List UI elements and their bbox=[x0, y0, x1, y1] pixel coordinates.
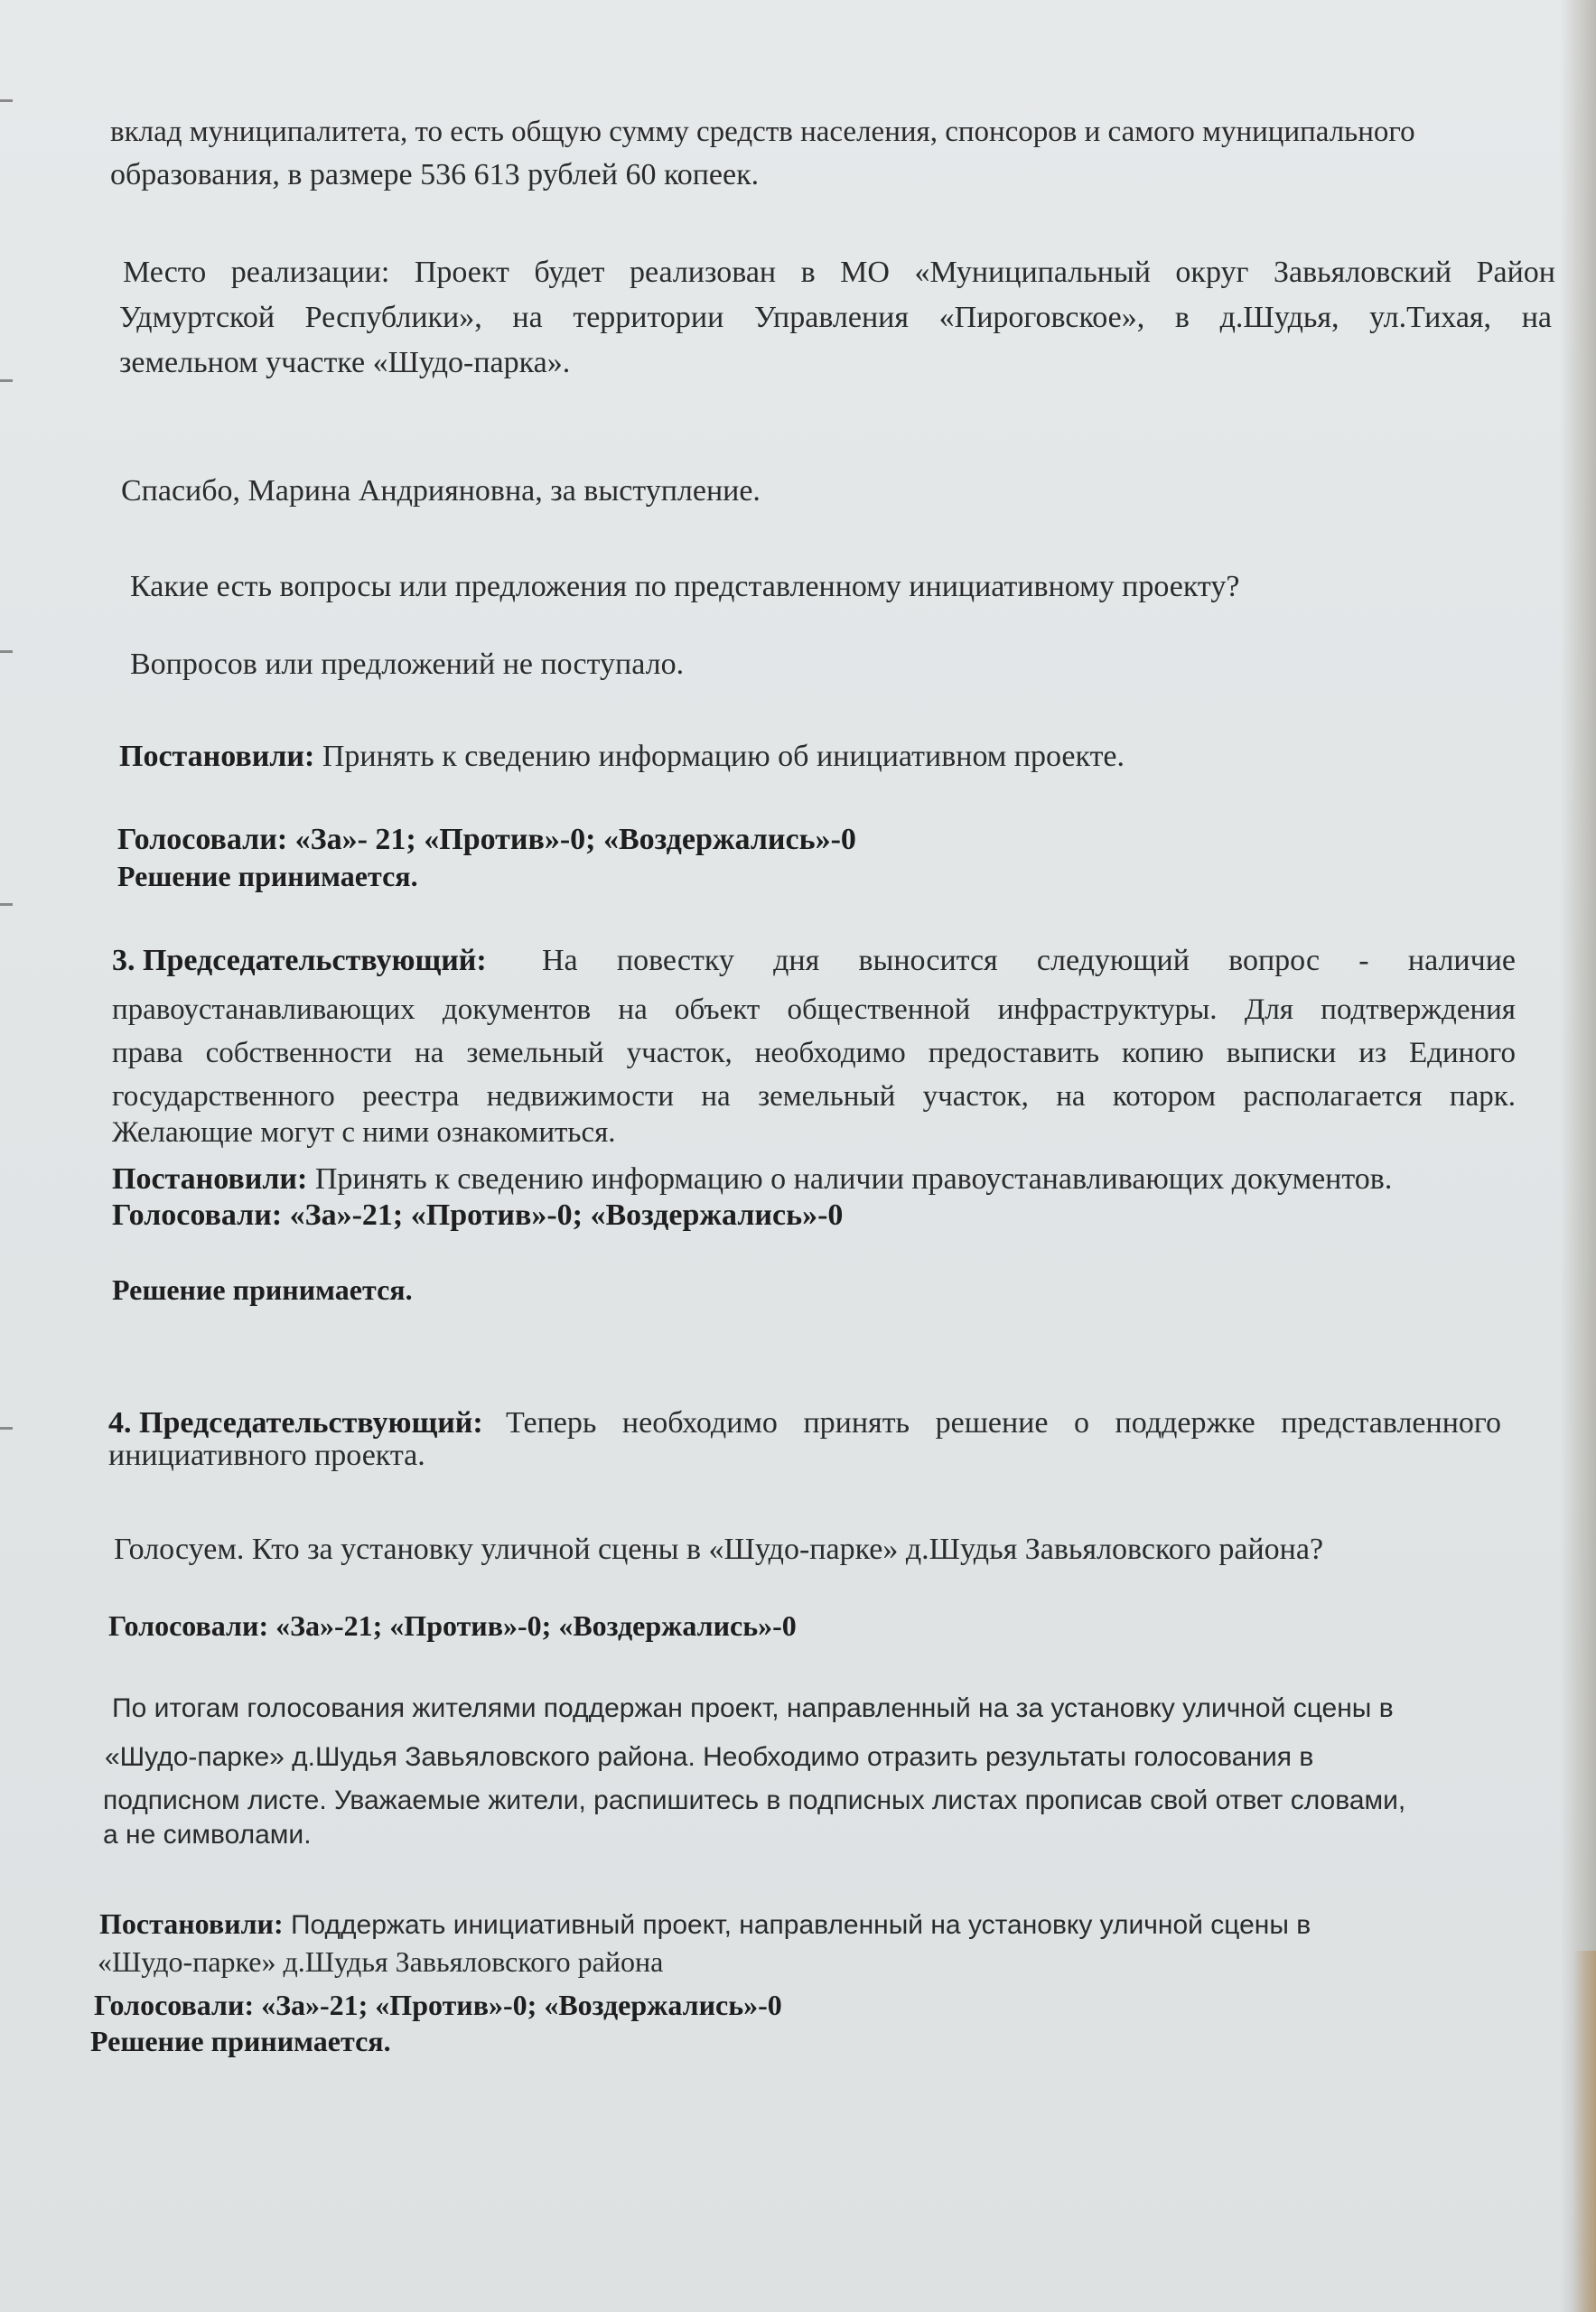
text-line: Голосуем. Кто за установку уличной сцены в «Шудо-парке» д.Шудья Завьяловского района? bbox=[114, 1533, 1324, 1566]
resolution-label: Постановили: bbox=[119, 740, 315, 773]
text-line: Спасибо, Марина Андрияновна, за выступление. bbox=[121, 474, 761, 508]
vote-result: Голосовали: «За»-21; «Против»-0; «Воздержались»-0 bbox=[94, 1989, 782, 2021]
text-line: Какие есть вопросы или предложения по представленному инициативному проекту? bbox=[130, 570, 1240, 603]
vote-result: Голосовали: «За»-21; «Против»-0; «Воздержались»-0 bbox=[112, 1198, 844, 1232]
text-line: По итогам голосования жителями поддержан проект, направленный на за установку уличной сцены в bbox=[112, 1693, 1394, 1723]
text-line: Вопросов или предложений не поступало. bbox=[130, 648, 685, 681]
item-4-text: Теперь необходимо принять решение о поддержке представленного bbox=[506, 1406, 1501, 1440]
text-line: Удмуртской Республики», на территории Управления «Пироговское», в д.Шудья, ул.Тихая, на bbox=[119, 301, 1552, 334]
text-line: подписном листе. Уважаемые жители, распишитесь в подписных листах прописав свой ответ словами, bbox=[103, 1785, 1406, 1815]
text-line: инициативного проекта. bbox=[108, 1439, 425, 1472]
chair-label: 4. Председательствующий: bbox=[108, 1406, 483, 1440]
text-line: «Шудо-парке» д.Шудья Завьяловского района bbox=[98, 1945, 664, 1978]
chair-label: 3. Председательствующий: bbox=[112, 944, 487, 977]
binding-mark bbox=[0, 1427, 13, 1430]
resolution-line bbox=[119, 735, 1125, 778]
text-line: государственного реестра недвижимости на земельный участок, на котором располагается парк. bbox=[112, 1080, 1516, 1113]
binding-mark bbox=[0, 99, 13, 102]
decision-line: Решение принимается. bbox=[112, 1273, 413, 1306]
resolution-label: Постановили: bbox=[99, 1907, 284, 1940]
binding-mark bbox=[0, 650, 13, 653]
text-line: права собственности на земельный участок, необходимо предоставить копию выписки из Единого bbox=[112, 1037, 1516, 1069]
text-line: вклад муниципалитета, то есть общую сумму средств населения, спонсоров и самого муниципального bbox=[110, 116, 1415, 148]
text-line: правоустанавливающих документов на объект общественной инфраструктуры. Для подтверждения bbox=[112, 993, 1516, 1026]
item-3-first-line bbox=[112, 939, 1516, 983]
text-line: земельном участке «Шудо-парка». bbox=[119, 346, 571, 379]
resolution-label: Постановили: bbox=[112, 1162, 308, 1196]
text-line: образования, в размере 536 613 рублей 60 копеек. bbox=[110, 158, 760, 191]
decision-line: Решение принимается. bbox=[90, 2025, 391, 2057]
text-line: а не символами. bbox=[103, 1820, 312, 1850]
vote-result: Голосовали: «За»-21; «Против»-0; «Воздержались»-0 bbox=[108, 1609, 797, 1642]
decision-line: Решение принимается. bbox=[117, 860, 418, 892]
vote-result: Голосовали: «За»- 21; «Против»-0; «Воздержались»-0 bbox=[117, 823, 856, 856]
text-line: Место реализации: Проект будет реализован в МО «Муниципальный округ Завьяловский Район bbox=[123, 256, 1555, 289]
text-line: Желающие могут с ними ознакомиться. bbox=[112, 1116, 616, 1149]
table-surface-corner bbox=[1573, 1951, 1596, 2312]
resolution-text: Принять к сведению информацию о наличии правоустанавливающих документов. bbox=[307, 1162, 1393, 1196]
item-3-text: На повестку дня выносится следующий вопрос - наличие bbox=[542, 944, 1516, 977]
resolution-text: Принять к сведению информацию об инициативном проекте. bbox=[314, 740, 1125, 773]
binding-mark bbox=[0, 903, 13, 906]
binding-mark bbox=[0, 379, 13, 382]
resolution-text: Поддержать инициативный проект, направленный на установку уличной сцены в bbox=[283, 1910, 1311, 1940]
text-line: «Шудо-парке» д.Шудья Завьяловского района. Необходимо отразить результаты голосования в bbox=[105, 1742, 1314, 1772]
